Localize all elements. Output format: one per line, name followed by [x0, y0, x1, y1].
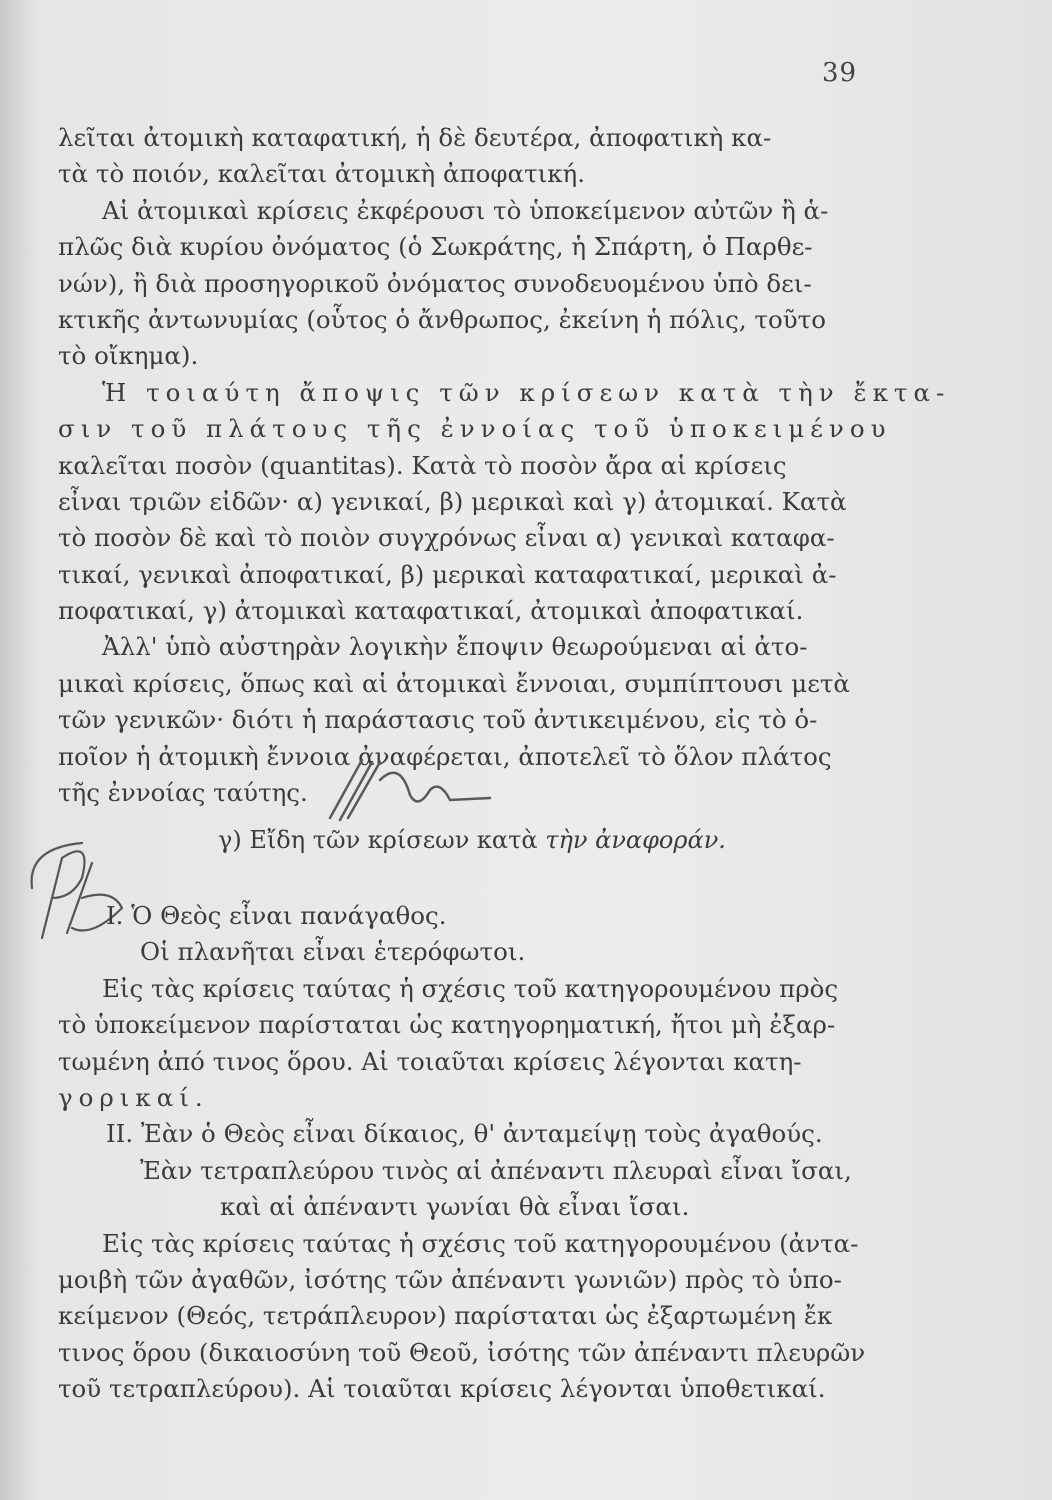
- text-line: γορικαί.: [58, 1082, 209, 1112]
- text-line: Εἰς τὰς κρίσεις ταύτας ἡ σχέσις τοῦ κατηγορουμένου (ἀντα-: [102, 1228, 859, 1258]
- text-line: κείμενον (Θεός, τετράπλευρον) παρίσταται ὡς ἐξαρτωμένη ἔκ: [58, 1301, 833, 1331]
- text-line: ποφατικαί, γ) ἀτομικαὶ καταφατικαί, ἀτομικαὶ ἀποφατικαί.: [58, 596, 804, 626]
- heading-italic: τὴν ἀναφοράν.: [545, 826, 726, 854]
- page-number: 39: [822, 58, 858, 88]
- text-line: τὸ οἴκημα).: [58, 341, 199, 371]
- example-line: Ἐὰν τετραπλεύρου τινὸς αἱ ἀπέναντι πλευραὶ εἶναι ἴσαι,: [140, 1155, 852, 1185]
- text-line: λεῖται ἀτομικὴ καταφατική, ἡ δὲ δευτέρα, ἀποφατικὴ κα-: [58, 123, 772, 152]
- example-line: καὶ αἱ ἀπέναντι γωνίαι θὰ εἶναι ἴσαι.: [220, 1192, 690, 1222]
- text-line: τινος ὅρου (δικαιοσύνη τοῦ Θεοῦ, ἰσότης τῶν ἀπέναντι πλευρῶν: [58, 1337, 866, 1367]
- text-line: μοιβὴ τῶν ἀγαθῶν, ἰσότης τῶν ἀπέναντι γωνιῶν) πρὸς τὸ ὑπο-: [58, 1264, 842, 1294]
- example-line: Οἱ πλανῆται εἶναι ἑτερόφωτοι.: [140, 937, 526, 967]
- text-line: ποῖον ἡ ἀτομικὴ ἔννοια ἀναφέρεται, ἀποτελεῖ τὸ ὅλον πλάτος: [58, 741, 832, 771]
- text-line: τῶν γενικῶν· διότι ἡ παράστασις τοῦ ἀντικειμένου, εἰς τὸ ὁ-: [58, 705, 818, 735]
- text-line: Αἱ ἀτομικαὶ κρίσεις ἐκφέρουσι τὸ ὑποκείμενον αὐτῶν ἢ ἁ-: [102, 195, 829, 225]
- body-text-lower: [58, 898, 918, 1407]
- text-line: Ἀλλ' ὑπὸ αὐστηρὰν λογικὴν ἔποψιν θεωρούμεναι αἱ ἀτο-: [102, 632, 808, 662]
- text-line: καλεῖται ποσὸν (quantitas). Κατὰ τὸ ποσὸν ἄρα αἱ κρίσεις: [58, 450, 787, 480]
- section-heading: [218, 826, 726, 854]
- example-line: II. Ἐὰν ὁ Θεὸς εἶναι δίκαιος, θ' ἀνταμείψῃ τοὺς ἀγαθούς.: [106, 1119, 823, 1149]
- body-text-upper: [58, 120, 951, 811]
- text-line: μικαὶ κρίσεις, ὅπως καὶ αἱ ἀτομικαὶ ἔννοιαι, συμπίπτουσι μετὰ: [58, 668, 850, 698]
- text-line: εἶναι τριῶν εἰδῶν· α) γενικαί, β) μερικαὶ καὶ γ) ἀτομικαί. Κατὰ: [58, 486, 847, 516]
- text-line: τὸ ποσὸν δὲ καὶ τὸ ποιὸν συγχρόνως εἶναι α) γενικαὶ καταφα-: [58, 523, 835, 553]
- text-line: κτικῆς ἀντωνυμίας (οὗτος ὁ ἄνθρωπος, ἐκείνη ἡ πόλις, τοῦτο: [58, 304, 826, 334]
- text-line: τὸ ὑποκείμενον παρίσταται ὡς κατηγορηματική, ἤτοι μὴ ἐξαρ-: [58, 1010, 836, 1040]
- text-line: τωμένη ἀπό τινος ὅρου. Αἱ τοιαῦται κρίσεις λέγονται κατη-: [58, 1046, 802, 1076]
- text-line: τοῦ τετραπλεύρου). Αἱ τοιαῦται κρίσεις λέγονται ὑποθετικαί.: [58, 1374, 826, 1404]
- text-line: νών), ἢ διὰ προσηγορικοῦ ὀνόματος συνοδευομένου ὑπὸ δει-: [58, 268, 812, 298]
- handwritten-signature: [300, 740, 500, 830]
- text-line: σιν τοῦ πλάτους τῆς ἐννοίας τοῦ ὑποκειμένου: [58, 414, 892, 444]
- text-line: Ἡ τοιαύτη ἄποψις τῶν κρίσεων κατὰ τὴν ἔκτα-: [102, 377, 951, 407]
- text-line: πλῶς διὰ κυρίου ὀνόματος (ὁ Σωκράτης, ἡ Σπάρτη, ὁ Παρθε-: [58, 232, 813, 262]
- text-line: τὰ τὸ ποιόν, καλεῖται ἀτομικὴ ἀποφατική.: [58, 159, 586, 189]
- example-line: I. Ὁ Θεὸς εἶναι πανάγαθος.: [106, 901, 447, 930]
- heading-prefix: γ) Εἴδη τῶν κρίσεων κατὰ: [218, 826, 538, 854]
- text-line: τικαί, γενικαὶ ἀποφατικαί, β) μερικαὶ καταφατικαί, μερικαὶ ἀ-: [58, 559, 837, 589]
- text-line: τῆς ἐννοίας ταύτης.: [58, 778, 308, 808]
- text-line: Εἰς τὰς κρίσεις ταύτας ἡ σχέσις τοῦ κατηγορουμένου πρὸς: [102, 973, 839, 1003]
